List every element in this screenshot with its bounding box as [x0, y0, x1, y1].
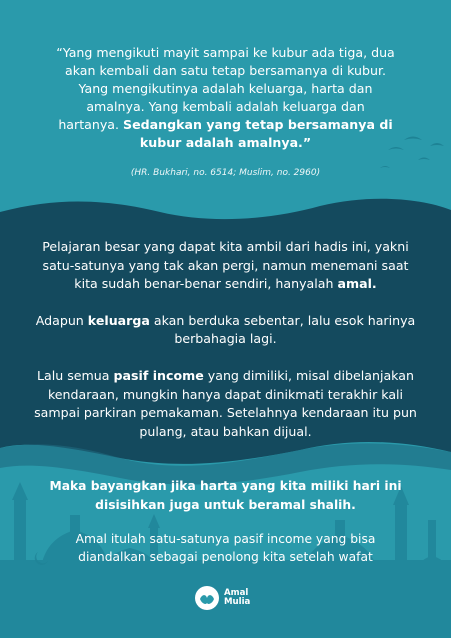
logo-line-2: Mulia	[224, 597, 251, 607]
closing-note: Amal itulah satu-satunya pasif income yang bisa diandalkan sebagai penolong kita setelah wafat	[75, 532, 376, 564]
reflection-body	[0, 238, 451, 459]
p2-before: Adapun	[35, 312, 88, 328]
p2-after: akan berduka sebentar, lalu esok harinya berbahagia lagi.	[149, 312, 416, 347]
p3-bold: pasif income	[113, 367, 204, 383]
paragraph-3	[30, 367, 421, 441]
p3-after: yang dimiliki, misal dibelanjakan kendaraan, mungkin hanya dapat dinikmati terakhir kali sampai parkiran pemakaman. Setelahnya kendaraan itu pun pulang, atau bahkan dijual.	[34, 367, 417, 439]
hadith-source: (HR. Bukhari, no. 6514; Muslim, no. 2960)	[130, 168, 321, 178]
closing-statement: Maka bayangkan jika harta yang kita miliki hari ini disisihkan juga untuk beramal shalih.	[49, 479, 402, 512]
quote-bold: Sedangkan yang tetap bersamanya di kubur adalah amalnya.”	[123, 117, 393, 150]
hadith-quote	[0, 44, 451, 152]
p2-bold: keluarga	[87, 312, 150, 328]
amal-mulia-logo	[194, 585, 250, 611]
quote-text: “Yang mengikuti mayit sampai ke kubur ada tiga, dua akan kembali dan satu tetap bersamanya di kubur. Yang mengikutinya adalah keluarga, harta dan amalnya. Yang kembali adalah keluarga dan hartanya.	[56, 45, 395, 132]
logo-line-1: Amal	[224, 587, 249, 598]
p1-text: Pelajaran besar yang dapat kita ambil dari hadis ini, yakni satu-satunya yang tak akan pergi, namun menemani saat kita sudah benar-benar sendiri, hanyalah	[42, 239, 409, 292]
paragraph-1	[30, 238, 421, 294]
p3-before: Lalu semua	[37, 367, 114, 383]
logo-icon	[194, 585, 220, 611]
paragraph-2	[30, 312, 421, 349]
logo-wordmark	[224, 589, 250, 608]
p1-bold: amal.	[337, 276, 377, 292]
